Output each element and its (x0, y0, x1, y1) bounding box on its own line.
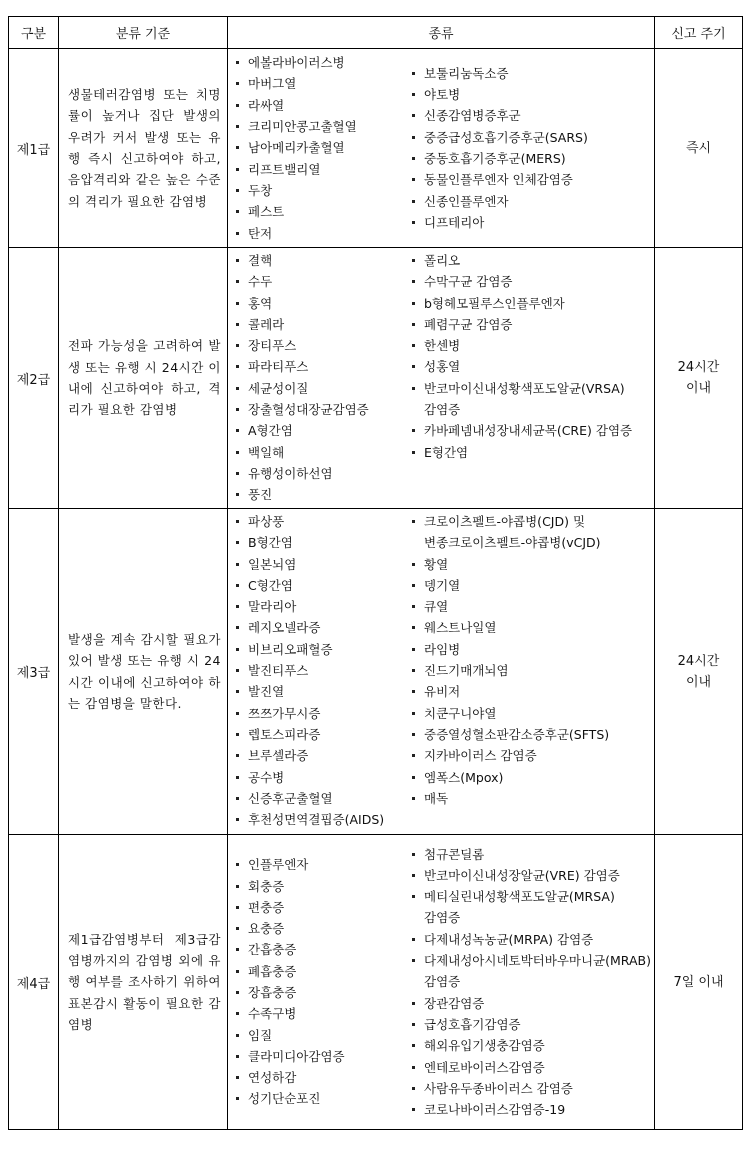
disease-list-item: 장흡충증 (232, 982, 404, 1003)
disease-list-item: 보툴리눔독소증 (408, 63, 652, 84)
disease-list-item: 장관감염증 (408, 993, 652, 1014)
header-types: 종류 (228, 17, 655, 49)
disease-list-item: 임질 (232, 1025, 404, 1046)
disease-list-item: 발진티푸스 (232, 660, 404, 681)
disease-list-item: 지카바이러스 감염증 (408, 745, 652, 766)
disease-list-item: 사람유두종바이러스 감염증 (408, 1078, 652, 1099)
types-columns (228, 835, 654, 1129)
disease-list-item: 성홍열 (408, 356, 652, 377)
disease-list-item: C형간염 (232, 575, 404, 596)
criteria-cell: 제1급감염병부터 제3급감염병까지의 감염병 외에 유행 여부를 조사하기 위하여 표본감시 활동이 필요한 감염병 (59, 835, 228, 1130)
table-row-grade-2 (9, 248, 743, 509)
grade-cell: 제4급 (9, 835, 59, 1130)
disease-list-item: 간흡충증 (232, 939, 404, 960)
cycle-line: 24시간 (677, 360, 720, 375)
criteria-cell: 발생을 계속 감시할 필요가 있어 발생 또는 유행 시 24시간 이내에 신고하여야 하는 감염병을 말한다. (59, 509, 228, 835)
disease-list-item: 신종감염병증후군 (408, 105, 652, 126)
disease-list-item: 렙토스피라증 (232, 724, 404, 745)
disease-list-item: 라싸열 (232, 95, 404, 116)
disease-list-item: 디프테리아 (408, 212, 652, 233)
disease-list-item: 후천성면역결핍증(AIDS) (232, 809, 404, 830)
disease-list-item: 신증후군출혈열 (232, 788, 404, 809)
table-row-grade-4 (9, 835, 743, 1130)
disease-list-item: 중동호흡기증후군(MERS) (408, 148, 652, 169)
disease-list-item: 다제내성아시네토박터바우마니균(MRAB) 감염증 (408, 950, 652, 993)
disease-list-item: 폐흡충증 (232, 961, 404, 982)
disease-list-item: 수막구균 감염증 (408, 271, 652, 292)
disease-list-item: 요충증 (232, 918, 404, 939)
types-list-left (228, 52, 404, 244)
disease-list-item: 진드기매개뇌염 (408, 660, 652, 681)
cycle-line: 이내 (685, 381, 712, 396)
disease-list-item: 에볼라바이러스병 (232, 52, 404, 73)
types-list-right (404, 844, 652, 1121)
types-columns (228, 49, 654, 247)
disease-list-item: E형간염 (408, 442, 652, 463)
disease-list-item: 코로나바이러스감염증-19 (408, 1099, 652, 1120)
disease-list-item: 해외유입기생충감염증 (408, 1035, 652, 1056)
types-list-left (228, 854, 404, 1110)
disease-list-item: 풍진 (232, 484, 404, 505)
grade-cell: 제2급 (9, 248, 59, 509)
disease-list-item: 웨스트나일열 (408, 617, 652, 638)
disease-list-item: 백일해 (232, 442, 404, 463)
grade-cell: 제3급 (9, 509, 59, 835)
disease-list-item: 크리미안콩고출혈열 (232, 116, 404, 137)
disease-list-item: 수족구병 (232, 1003, 404, 1024)
table-row-grade-1 (9, 49, 743, 248)
grade-cell: 제1급 (9, 49, 59, 248)
disease-list-item: 뎅기열 (408, 575, 652, 596)
disease-list-item: 엠폭스(Mpox) (408, 767, 652, 788)
disease-list-item: 결핵 (232, 250, 404, 271)
types-list-right (404, 511, 652, 809)
disease-list-item: 발진열 (232, 681, 404, 702)
disease-list-item: 파상풍 (232, 511, 404, 532)
disease-list-item: 비브리오패혈증 (232, 639, 404, 660)
disease-list-item: 황열 (408, 554, 652, 575)
types-list-right (404, 250, 652, 463)
disease-list-item: 카바페넴내성장내세균목(CRE) 감염증 (408, 420, 652, 441)
disease-list-item: 쯔쯔가무시증 (232, 703, 404, 724)
disease-list-item: 동물인플루엔자 인체감염증 (408, 169, 652, 190)
disease-list-item: 말라리아 (232, 596, 404, 617)
disease-list-item: 엔테로바이러스감염증 (408, 1057, 652, 1078)
types-cell (228, 835, 655, 1130)
disease-list-item: 장티푸스 (232, 335, 404, 356)
cycle-line: 즉시 (685, 140, 712, 156)
cycle-cell (655, 248, 743, 509)
criteria-cell: 생물테러감염병 또는 치명률이 높거나 집단 발생의 우려가 커서 발생 또는 유행 즉시 신고하여야 하고, 음압격리와 같은 높은 수준의 격리가 필요한 감염병 (59, 49, 228, 248)
types-columns (228, 507, 654, 836)
disease-list-item: 야토병 (408, 84, 652, 105)
disease-list-item: 메티실린내성황색포도알균(MRSA) 감염증 (408, 886, 652, 929)
disease-list-item: 장출혈성대장균감염증 (232, 399, 404, 420)
types-cell (228, 509, 655, 835)
disease-list-item: 라임병 (408, 639, 652, 660)
disease-list-item: 마버그열 (232, 73, 404, 94)
disease-list-item: 급성호흡기감염증 (408, 1014, 652, 1035)
disease-list-item: 두창 (232, 180, 404, 201)
disease-list-item: 성기단순포진 (232, 1088, 404, 1109)
disease-list-item: 큐열 (408, 596, 652, 617)
disease-list-item: 치쿤구니야열 (408, 703, 652, 724)
table-row-grade-3 (9, 509, 743, 835)
criteria-cell: 전파 가능성을 고려하여 발생 또는 유행 시 24시간 이내에 신고하여야 하고, 격리가 필요한 감염병 (59, 248, 228, 509)
disease-list-item: 파라티푸스 (232, 356, 404, 377)
disease-list-item: 세균성이질 (232, 378, 404, 399)
types-list-left (228, 250, 404, 506)
disease-list-item: 폴리오 (408, 250, 652, 271)
disease-list-item: 폐렴구균 감염증 (408, 314, 652, 335)
disease-list-item: 회충증 (232, 876, 404, 897)
disease-list-item: 남아메리카출혈열 (232, 137, 404, 158)
disease-list-item: 유행성이하선염 (232, 463, 404, 484)
disease-list-item: 레지오넬라증 (232, 617, 404, 638)
disease-list-item: 편충증 (232, 897, 404, 918)
types-cell (228, 49, 655, 248)
header-criteria: 분류 기준 (59, 17, 228, 49)
disease-list-item: 리프트밸리열 (232, 159, 404, 180)
disease-list-item: 일본뇌염 (232, 554, 404, 575)
disease-list-item: 브루셀라증 (232, 745, 404, 766)
disease-list-item: 탄저 (232, 223, 404, 244)
disease-list-item: 인플루엔자 (232, 854, 404, 875)
disease-list-item: 한센병 (408, 335, 652, 356)
disease-list-item: 유비저 (408, 681, 652, 702)
disease-list-item: 공수병 (232, 767, 404, 788)
disease-list-item: 다제내성녹농균(MRPA) 감염증 (408, 929, 652, 950)
disease-list-item: 콜레라 (232, 314, 404, 335)
disease-list-item: 중증열성혈소판감소증후군(SFTS) (408, 724, 652, 745)
cycle-cell (655, 835, 743, 1130)
disease-list-item: 반코마이신내성황색포도알균(VRSA) 감염증 (408, 378, 652, 421)
disease-list-item: B형간염 (232, 532, 404, 553)
disease-list-item: 홍역 (232, 293, 404, 314)
types-columns (228, 246, 654, 510)
disease-list-item: 클라미디아감염증 (232, 1046, 404, 1067)
disease-list-item: 크로이츠펠트-야콥병(CJD) 및 변종크로이츠펠트-야콥병(vCJD) (408, 511, 652, 554)
disease-list-item: 반코마이신내성장알균(VRE) 감염증 (408, 865, 652, 886)
header-grade: 구분 (9, 17, 59, 49)
cycle-cell (655, 509, 743, 835)
cycle-line: 이내 (685, 674, 712, 690)
disease-list-item: 중증급성호흡기증후군(SARS) (408, 127, 652, 148)
types-cell (228, 248, 655, 509)
disease-list-item: A형간염 (232, 420, 404, 441)
types-list-right (404, 63, 652, 233)
header-row (9, 17, 743, 49)
disease-list-item: 매독 (408, 788, 652, 809)
types-list-left (228, 511, 404, 830)
cycle-cell (655, 49, 743, 248)
cycle-line: 7일 이내 (673, 974, 724, 990)
disease-list-item: 연성하감 (232, 1067, 404, 1088)
disease-list-item: 첨규콘딜롬 (408, 844, 652, 865)
cycle-line: 24시간 (677, 653, 720, 669)
disease-list-item: 신종인플루엔자 (408, 191, 652, 212)
disease-list-item: b형헤모필루스인플루엔자 (408, 293, 652, 314)
disease-list-item: 수두 (232, 271, 404, 292)
infectious-disease-classification-table (8, 16, 743, 1130)
header-cycle: 신고 주기 (655, 17, 743, 49)
disease-list-item: 페스트 (232, 201, 404, 222)
